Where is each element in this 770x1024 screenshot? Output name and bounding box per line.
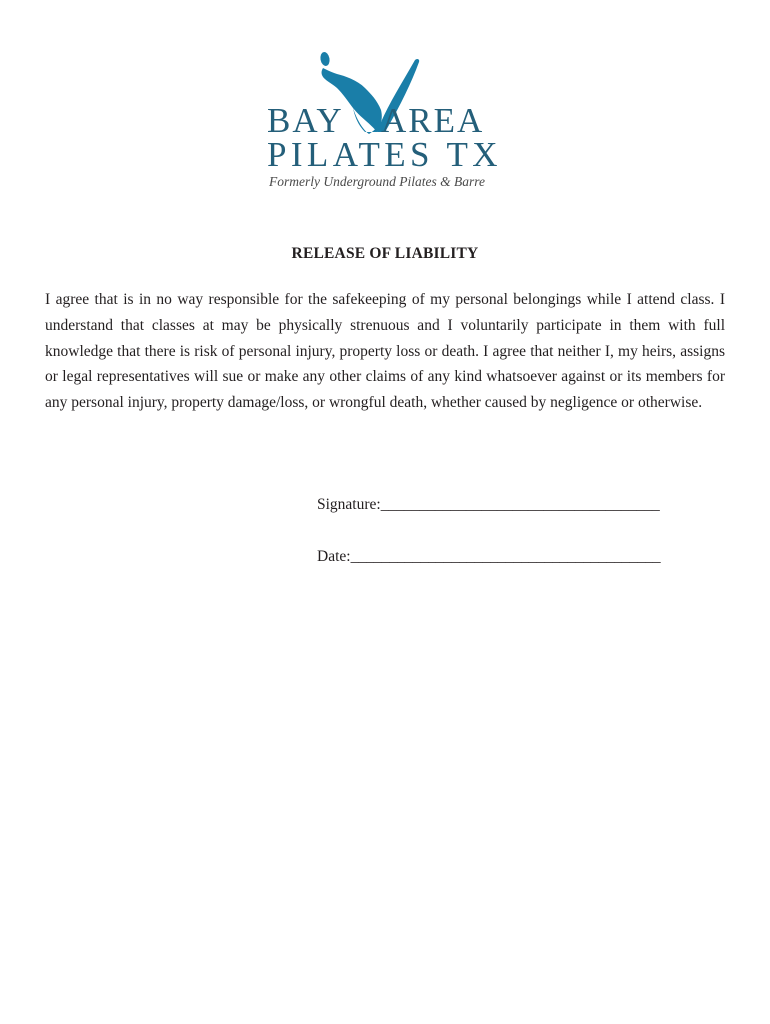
company-logo <box>265 48 502 196</box>
logo-tagline: Formerly Underground Pilates & Barre <box>269 174 485 189</box>
date-field[interactable]: Date:________________________________________ <box>317 548 661 565</box>
logo-text-pilates-tx: PILATES TX <box>267 135 502 174</box>
signature-field[interactable]: Signature:____________________________________ <box>317 496 660 513</box>
release-paragraph: I agree that is in no way responsible for the safekeeping of my personal belongings while I attend class. I understand that classes at may be physically strenuous and I voluntarily participate in them with full knowledge that there is risk of personal injury, property loss or death. I agree that neither I, my heirs, assigns or legal representatives will sue or make any other claims of any kind whatsoever against or its members for any personal injury, property damage/loss, or wrongful death, whether caused by negligence or otherwise. <box>45 291 725 412</box>
document-title: RELEASE OF LIABILITY <box>291 245 479 262</box>
logo-text-bay: BAY <box>267 101 344 140</box>
logo-text-area: AREA <box>381 101 485 140</box>
